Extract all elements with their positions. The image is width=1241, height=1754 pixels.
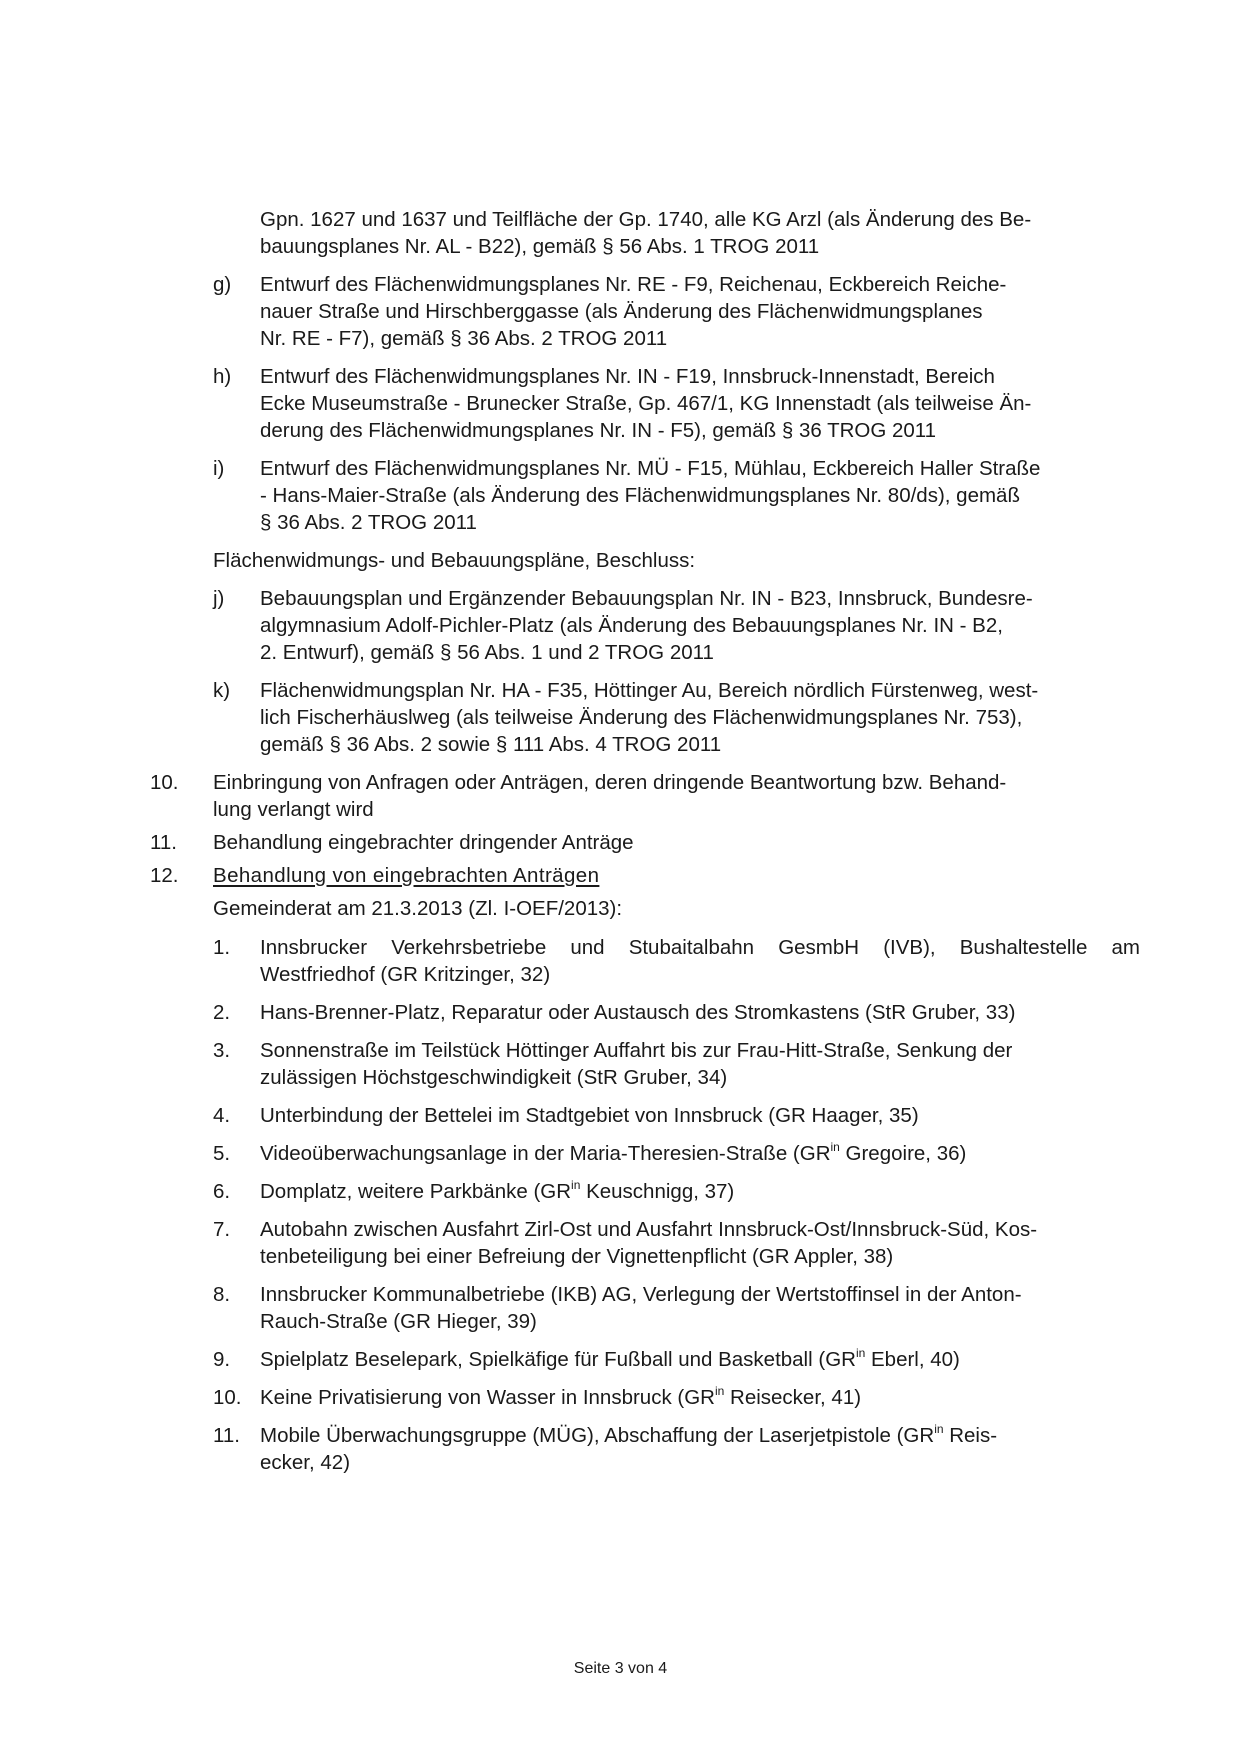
list-item [213, 1102, 1140, 1129]
text-line: Ecke Museumstraße - Brunecker Straße, Gp. 467/1, KG Innenstadt (als teilweise Än- [260, 392, 1032, 415]
text-line: Entwurf des Flächenwidmungsplanes Nr. MÜ - F15, Mühlau, Eckbereich Haller Straße [260, 457, 1041, 480]
text-line: 2. Entwurf), gemäß § 56 Abs. 1 und 2 TROG 2011 [260, 641, 714, 664]
item-number: 3. [213, 1039, 231, 1062]
session-heading [213, 895, 1140, 922]
text-line: tenbeteiligung bei einer Befreiung der Vignettenpflicht (GR Appler, 38) [260, 1245, 894, 1268]
text-line: Sonnenstraße im Teilstück Höttinger Auffahrt bis zur Frau-Hitt-Straße, Senkung der [260, 1039, 1013, 1062]
text-line: nauer Straße und Hirschberggasse (als Änderung des Flächenwidmungsplanes [260, 300, 983, 323]
agenda-number: 10. [150, 771, 179, 794]
text-line [260, 1140, 1140, 1167]
list-item [213, 677, 1140, 758]
item-number: 1. [213, 936, 231, 959]
text-segment: Gregoire, 36) [839, 1142, 967, 1165]
superscript: in [571, 1178, 581, 1192]
list-item [213, 271, 1140, 352]
text-line: Innsbrucker Verkehrsbetriebe und Stubaitalbahn GesmbH (IVB), Bushaltestelle am [260, 936, 1140, 959]
text-line: Nr. RE - F7), gemäß § 36 Abs. 2 TROG 2011 [260, 327, 668, 350]
page-footer [0, 1660, 1241, 1678]
text-line: Entwurf des Flächenwidmungsplanes Nr. RE - F9, Reichenau, Eckbereich Reiche- [260, 273, 1007, 296]
list-item [213, 1422, 1140, 1476]
text-line: Rauch-Straße (GR Hieger, 39) [260, 1310, 537, 1333]
superscript: in [934, 1422, 944, 1436]
text-line: lich Fischerhäuslweg (als teilweise Änderung des Flächenwidmungsplanes Nr. 753), [260, 706, 1023, 729]
continuation-paragraph [260, 206, 1140, 260]
list-item [213, 999, 1140, 1026]
text-line [260, 1178, 1140, 1205]
text-line: Westfriedhof (GR Kritzinger, 32) [260, 963, 551, 986]
text-line: - Hans-Maier-Straße (als Änderung des Flächenwidmungsplanes Nr. 80/ds), gemäß [260, 484, 1020, 507]
text-line: Innsbrucker Kommunalbetriebe (IKB) AG, Verlegung der Wertstoffinsel in der Anton- [260, 1283, 1022, 1306]
item-number: 6. [213, 1180, 231, 1203]
list-item [213, 934, 1140, 988]
item-number: 11. [213, 1424, 240, 1447]
text-segment: Domplatz, weitere Parkbänke (GR [260, 1180, 572, 1203]
list-item [213, 585, 1140, 666]
text-segment: Spielplatz Beselepark, Spielkäfige für Fußball und Basketball (GR [260, 1348, 856, 1371]
item-marker: k) [213, 679, 231, 702]
agenda-item [150, 769, 1140, 823]
item-number: 5. [213, 1142, 231, 1165]
text-line: § 36 Abs. 2 TROG 2011 [260, 511, 477, 534]
text-segment: Videoüberwachungsanlage in der Maria-Theresien-Straße (GR [260, 1142, 831, 1165]
text-segment: Keuschnigg, 37) [580, 1180, 735, 1203]
antraege-list [213, 934, 1140, 1476]
text-line: bauungsplanes Nr. AL - B22), gemäß § 56 Abs. 1 TROG 2011 [260, 235, 820, 258]
agenda-item [150, 829, 1140, 856]
text-line: Gpn. 1627 und 1637 und Teilfläche der Gp. 1740, alle KG Arzl (als Änderung des Be- [260, 208, 1032, 231]
text-line: Entwurf des Flächenwidmungsplanes Nr. IN - F19, Innsbruck-Innenstadt, Bereich [260, 365, 995, 388]
text-segment: Mobile Überwachungsgruppe (MÜG), Abschaffung der Laserjetpistole (GR [260, 1424, 935, 1447]
item-marker: h) [213, 365, 232, 388]
text-line [260, 1346, 1140, 1373]
list-item [213, 1216, 1140, 1270]
list-item [213, 363, 1140, 444]
letter-list-decisions [213, 585, 1140, 758]
session-text: Gemeinderat am 21.3.2013 (Zl. I-OEF/2013): [213, 897, 623, 920]
text-segment: Eberl, 40) [865, 1348, 960, 1371]
text-segment: Reis- [943, 1424, 998, 1447]
text-line: derung des Flächenwidmungsplanes Nr. IN - F5), gemäß § 36 TROG 2011 [260, 419, 937, 442]
text-line: algymnasium Adolf-Pichler-Platz (als Änderung des Bebauungsplanes Nr. IN - B2, [260, 614, 1003, 637]
document-content [150, 206, 1140, 1487]
item-marker: j) [213, 587, 225, 610]
item-marker: i) [213, 457, 225, 480]
text-line: Behandlung eingebrachter dringender Anträge [213, 831, 634, 854]
superscript: in [830, 1140, 840, 1154]
page-number: Seite 3 von 4 [573, 1660, 668, 1677]
text-segment: Keine Privatisierung von Wasser in Innsbruck (GR [260, 1386, 715, 1409]
list-item [213, 1281, 1140, 1335]
subheading-beschluss [213, 547, 1140, 574]
text-segment: Reisecker, 41) [724, 1386, 862, 1409]
item-number: 4. [213, 1104, 231, 1127]
list-item [213, 1178, 1140, 1205]
agenda-title: Behandlung von eingebrachten Anträgen [213, 864, 600, 887]
list-item [213, 1140, 1140, 1167]
text-line: Unterbindung der Bettelei im Stadtgebiet von Innsbruck (GR Haager, 35) [260, 1104, 919, 1127]
text-line [260, 1422, 1140, 1449]
text-line: ecker, 42) [260, 1451, 351, 1474]
list-item [213, 1346, 1140, 1373]
item-number: 8. [213, 1283, 231, 1306]
text-line: Autobahn zwischen Ausfahrt Zirl-Ost und Ausfahrt Innsbruck-Ost/Innsbruck-Süd, Kos- [260, 1218, 1038, 1241]
text-line: Bebauungsplan und Ergänzender Bebauungsplan Nr. IN - B23, Innsbruck, Bundesre- [260, 587, 1033, 610]
item-number: 7. [213, 1218, 231, 1241]
subheading-text: Flächenwidmungs- und Bebauungspläne, Beschluss: [213, 549, 696, 572]
text-line: gemäß § 36 Abs. 2 sowie § 111 Abs. 4 TROG 2011 [260, 733, 722, 756]
list-item [213, 1037, 1140, 1091]
text-line: Hans-Brenner-Platz, Reparatur oder Austausch des Stromkastens (StR Gruber, 33) [260, 1001, 1016, 1024]
text-line [260, 1384, 1140, 1411]
list-item [213, 455, 1140, 536]
text-line: zulässigen Höchstgeschwindigkeit (StR Gruber, 34) [260, 1066, 728, 1089]
item-number: 2. [213, 1001, 231, 1024]
agenda-number: 11. [150, 831, 177, 854]
text-line: Flächenwidmungsplan Nr. HA - F35, Höttinger Au, Bereich nördlich Fürstenweg, west- [260, 679, 1039, 702]
list-item [213, 1384, 1140, 1411]
agenda-item-12 [150, 862, 1140, 889]
item-marker: g) [213, 273, 232, 296]
text-line: Einbringung von Anfragen oder Anträgen, deren dringende Beantwortung bzw. Behand- [213, 771, 1007, 794]
superscript: in [714, 1384, 725, 1398]
text-line: lung verlangt wird [213, 798, 374, 821]
agenda-number: 12. [150, 864, 179, 887]
item-number: 9. [213, 1348, 231, 1371]
letter-list-drafts [213, 271, 1140, 536]
superscript: in [855, 1346, 866, 1360]
item-number: 10. [213, 1386, 242, 1409]
